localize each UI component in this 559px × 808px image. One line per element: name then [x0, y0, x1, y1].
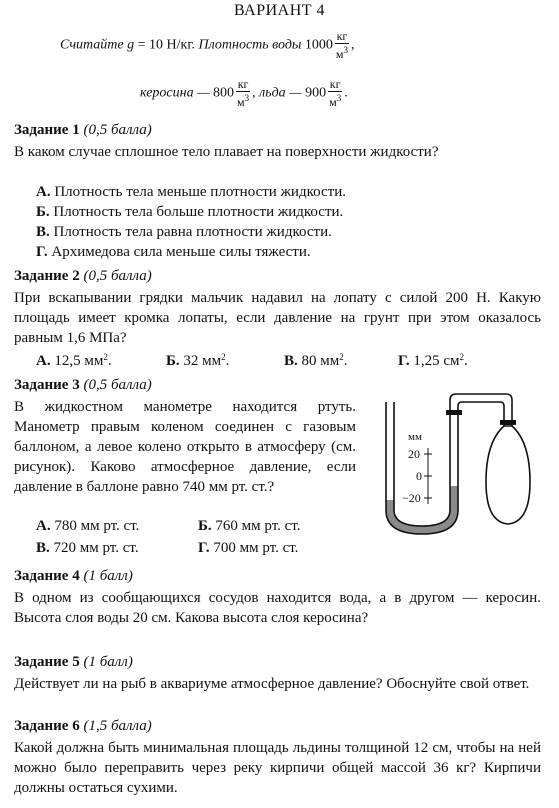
kerosene-label: керосина — — [140, 85, 210, 101]
scale-label-20: 20 — [408, 447, 420, 461]
task-2-option-d: Г. 1,25 $см^2$. — [398, 352, 468, 369]
clamp-left — [446, 410, 462, 415]
task-5-header: Задание 5 (1 балл) — [14, 654, 133, 670]
task-6-header: Задание 6 (1,5 балла) — [14, 718, 152, 734]
task-3-text: В жидкостном манометре находится ртуть. Манометр правым коленом соединен с газовым баллоном, а левое колено открыто в атмосферу (см. рисунок). Каково атмосферное давление, если давление в баллоне равно 740 мм рт. ст.? — [14, 399, 356, 495]
density-unit-water: $\frac{кг}{м^3}$ — [335, 29, 349, 61]
task-2-option-b: Б. 32 $мм^2$. — [166, 352, 230, 369]
task-2-option-c: В. 80 $мм^2$. — [284, 352, 348, 369]
density-unit-kerosene: $\frac{кг}{м^3}$ — [237, 77, 250, 109]
gas-balloon — [486, 426, 530, 524]
kerosene-value: 800 — [213, 85, 235, 101]
manometer-figure — [378, 382, 548, 542]
task-1-option-c: В. Плотность тела равна плотности жидкости. — [36, 224, 332, 240]
task-3-header: Задание 3 (0,5 балла) — [14, 377, 152, 393]
u-tube-outer — [386, 402, 458, 534]
task-1-option-d: Г. Архимедова сила меньше силы тяжести. — [36, 244, 311, 260]
task-2-text: При вскапывании грядки мальчик надавил на лопату с силой 200 Н. Какую площадь имеет кромка лопаты, если давление на грунт при этом оказалось равным 1,6 МПа? — [14, 290, 541, 346]
task-6-text: Какой должна быть минимальная площадь льдины толщиной 12 см, чтобы на ней можно было переправить через реку кирпичи общей массой 36 кг? Кирпичи должны остаться сухими. — [14, 740, 541, 796]
density-unit-ice: $\frac{кг}{м^3}$ — [329, 77, 342, 109]
task-3-option-d: Г. 700 мм рт. ст. — [198, 540, 299, 556]
task-4-header: Задание 4 (1 балл) — [14, 568, 133, 584]
task-4-text: В одном из сообщающихся сосудов находится вода, а в другом — керосин. Высота слоя воды 20 см. Какова высота слоя керосина? — [14, 590, 541, 626]
ice-label: льда — — [259, 85, 302, 101]
task-1-text: В каком случае сплошное тело плавает на поверхности жидкости? — [14, 144, 439, 160]
water-value: 1000 — [304, 37, 333, 53]
task-3-option-b: Б. 760 мм рт. ст. — [198, 518, 301, 534]
g-symbol: g — [127, 37, 135, 53]
water-label: Плотность воды — [198, 37, 302, 53]
task-2-option-a: А. 12,5 $мм^2$. — [36, 352, 112, 369]
given-line-1: Считайте g = 10 Н/кг. Плотность воды 1000 $\frac{кг}{м^3}$ , — [60, 29, 355, 61]
task-2-options — [0, 352, 559, 372]
given-line-2: керосина — 800 $\frac{кг}{м^3}$ , льда — 900 $\frac{кг}{м^3}$ . — [140, 77, 348, 109]
scale-label-minus-20: −20 — [402, 491, 421, 505]
g-value: = 10 Н/кг. — [137, 37, 195, 53]
ice-value: 900 — [305, 85, 327, 101]
clamp-right — [500, 420, 516, 425]
task-2-header: Задание 2 (0,5 балла) — [14, 268, 152, 284]
task-1-option-a: А. Плотность тела меньше плотности жидкости. — [36, 184, 346, 200]
task-5-text: Действует ли на рыб в аквариуме атмосферное давление? Обоснуйте свой ответ. — [14, 676, 530, 692]
scale-label-0: 0 — [416, 469, 422, 483]
scale-unit-label: мм — [408, 431, 422, 443]
task-3-options-row-2 — [0, 540, 360, 560]
u-tube-inner — [394, 402, 450, 526]
task-3-option-a: А. 780 мм рт. ст. — [36, 518, 140, 534]
task-3-option-c: В. 720 мм рт. ст. — [36, 540, 139, 556]
task-1-header: Задание 1 (0,5 балла) — [14, 122, 152, 138]
variant-title: ВАРИАНТ 4 — [233, 2, 326, 19]
given-prefix: Считайте — [60, 37, 124, 53]
task-1-option-b: Б. Плотность тела больше плотности жидкости. — [36, 204, 344, 220]
task-3-options-row-1 — [0, 518, 360, 538]
